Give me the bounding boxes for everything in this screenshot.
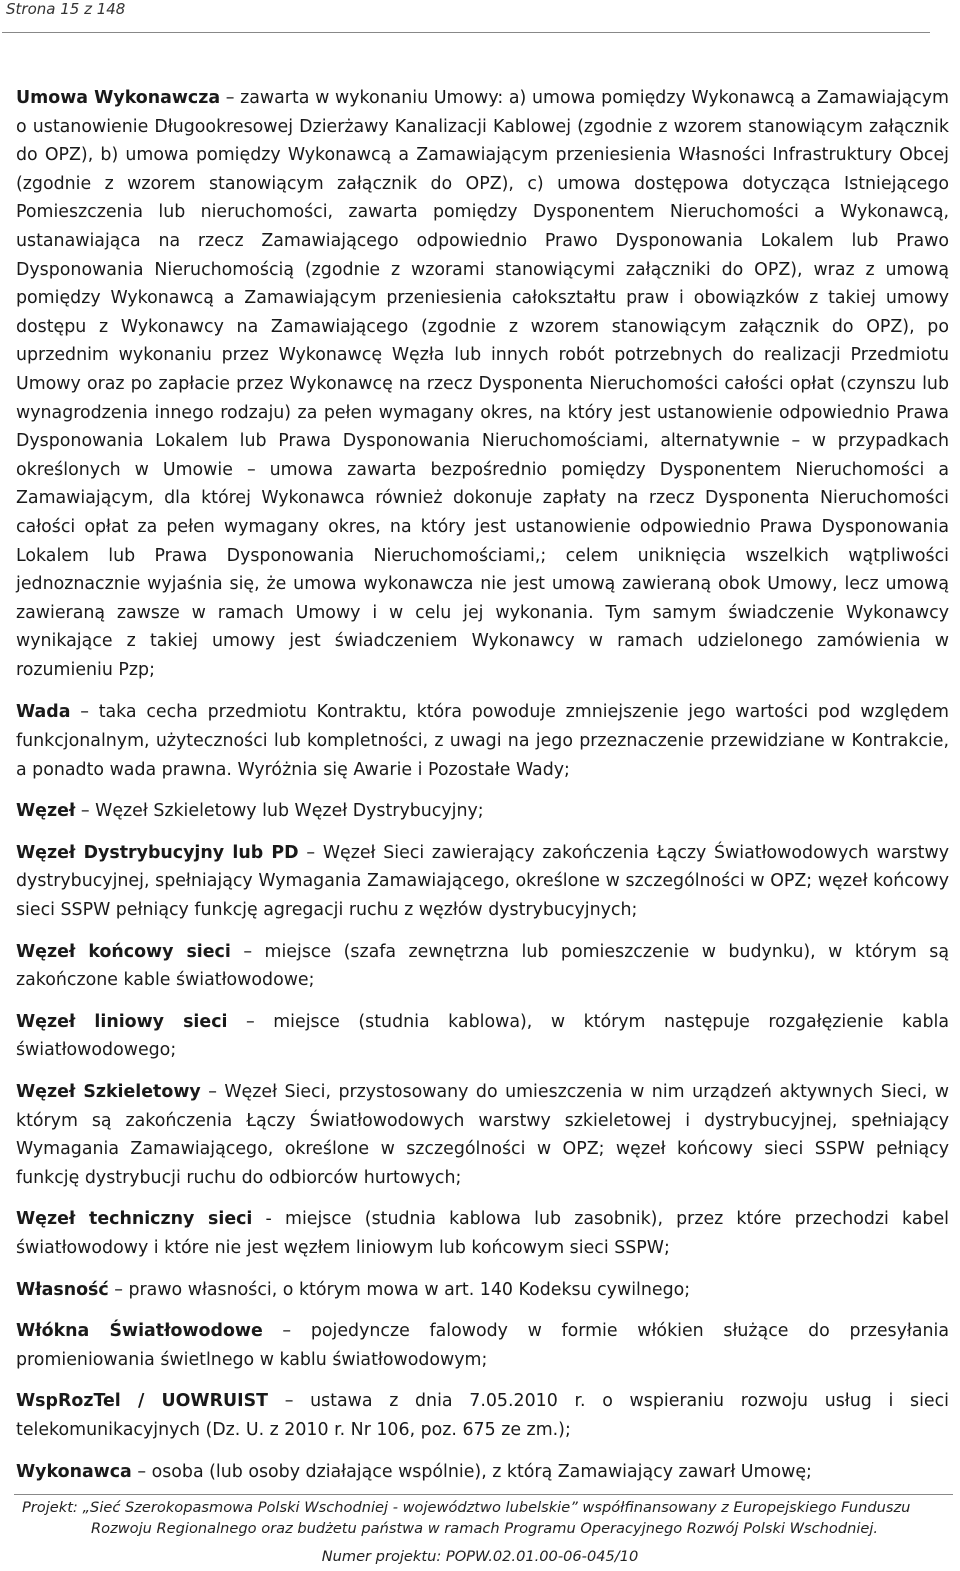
definition-separator: – [131,1461,152,1482]
definition-term: Własność [16,1279,109,1300]
definition-separator: – [298,842,323,863]
definition-entry [16,1387,949,1444]
definition-entry [16,1008,949,1065]
definition-separator: - [252,1209,285,1230]
definition-term: Wykonawca [16,1461,132,1482]
footer-project-line: Projekt: „Sieć Szerokopasmowa Polski Wschodniej - województwo lubelskie” współfinansowany z Europejskiego Funduszu [22,1499,911,1516]
definition-term: Węzeł Dystrybucyjny lub PD [16,842,299,863]
definition-text: zawarta w wykonaniu Umowy: a) umowa pomiędzy Wykonawcą a Zamawiającym o ustanowienie Długookresowej Dzierżawy Kanalizacji Kablowej (zgodnie z wzorem stanowiącym załącznik do OPZ), b) umowa pomiędzy Wykonawcą a Zamawiającym przeniesienia Własności Infrastruktury Obcej (zgodnie z wzorem stanowiącym załącznik do OPZ), c) umowa dostępowa dotycząca Istniejącego Pomieszczenia lub nieruchomości, zawarta pomiędzy Dysponentem Nieruchomości a Wykonawcą, ustanawiająca na rzecz Zamawiającego odpowiednio Prawo Dysponowania Lokalem lub Prawo Dysponowania Nieruchomością (zgodnie z wzorami stanowiącymi załączniki do OPZ), wraz z umową pomiędzy Wykonawcą a Zamawiającym przeniesienia całokształtu praw i obowiązków z takiej umowy dostępu z Wykonawcy na Zamawiającego (zgodnie z wzorem stanowiącym załącznik do OPZ), po uprzednim wykonaniu przez Wykonawcę Węzła lub innych robót potrzebnych do realizacji Przedmiotu Umowy oraz po zapłacie przez Wykonawcę na rzecz Dysponenta Nieruchomości całości opłat (czynszu lub wynagrodzenia innego rodzaju) za pełen wymagany okres, na który jest ustanowienie odpowiednio Prawa Dysponowania Lokalem lub Prawa Dysponowania Nieruchomościami, alternatywnie – w przypadkach określonych w Umowie – umowa zawarta bezpośrednio pomiędzy Dysponentem Nieruchomości a Zamawiającym, dla której Wykonawca również dokonuje zapłaty na rzecz Dysponenta Nieruchomości całości opłat za pełen wymagany okres, na który jest ustanowienie odpowiednio Prawa Dysponowania Lokalem lub Prawa Dysponowania Nieruchomościami,; celem uniknięcia wszelkich wątpliwości jednoznacznie wyjaśnia się, że umowa wykonawcza nie jest umową zawieraną obok Umowy, lecz umową zawieraną zawsze w ramach Umowy i w celu jej wykonania. Tym samym świadczenie Wykonawcy wynikające z takiej umowy jest świadczeniem Wykonawcy w ramach udzielonego zamówienia w rozumieniu Pzp; [16,88,949,680]
definition-term: Węzeł końcowy sieci [16,941,231,962]
definition-term: Węzeł Szkieletowy [16,1082,201,1102]
definition-separator: – [70,702,99,723]
definition-entry [16,1205,949,1262]
definition-text: pojedyncze falowody w formie włókien służące do przesyłania promieniowania świetlnego w kablu światłowodowym; [16,1321,949,1370]
definition-entry [16,698,949,784]
definition-text: ustawa z dnia 7.05.2010 r. o wspieraniu rozwoju usług i sieci telekomunikacyjnych (Dz. U. z 2010 r. Nr 106, poz. 675 ze zm.); [16,1391,949,1440]
footer-funding-line: Rozwoju Regionalnego oraz budżetu państwa w ramach Programu Operacyjnego Rozwój Polski Wschodniej. [91,1520,879,1537]
definition-text: miejsce (studnia kablowa), w którym następuje rozgałęzienie kabla światłowodowego; [16,1011,949,1061]
definition-separator: – [75,801,96,822]
definition-separator: – [200,1082,225,1102]
project-number: Numer projektu: POPW.02.01.00-06-045/10 [321,1548,639,1565]
definition-entry [16,938,949,995]
definition-separator: – [230,941,265,962]
definition-separator: – [262,1321,311,1342]
definition-text: miejsce (szafa zewnętrzna lub pomieszczenie w budynku), w którym są zakończone kable światłowodowe; [16,941,949,991]
definition-separator: – [227,1011,274,1032]
footer-divider [14,1494,953,1495]
definition-entry [16,84,949,684]
definition-entry [16,1317,949,1374]
definition-term: Umowa Wykonawcza [16,88,221,108]
definitions-list [16,84,949,1499]
definition-entry [16,839,949,925]
definition-separator: – [220,88,241,108]
definition-term: Węzeł [16,801,76,822]
definition-separator: – [268,1391,311,1412]
definition-text: Węzeł Sieci, przystosowany do umieszczenia w nim urządzeń aktywnych Sieci, w którym są zakończenia Łączy Światłowodowych warstwy szkieletowej i dystrybucyjnej, spełniający Wymagania Zamawiającego, określone w szczególności w OPZ; węzeł końcowy sieci SSPW pełniący funkcję dystrybucji ruchu do odbiorców hurtowych; [16,1082,949,1188]
page-number: Strona 15 z 148 [6,0,126,18]
definition-term: Wada [16,702,71,723]
header-divider [2,32,930,33]
definition-text: miejsce (studnia kablowa lub zasobnik), przez które przechodzi kabel światłowodowy i które nie jest węzłem liniowym lub końcowym sieci SSPW; [16,1209,949,1258]
definition-text: osoba (lub osoby działające wspólnie), z którą Zamawiający zawarł Umowę; [151,1461,812,1482]
definition-entry [16,1078,949,1192]
footer [22,1497,952,1539]
definition-term: Węzeł techniczny sieci [16,1209,253,1230]
definition-entry [16,797,949,826]
definition-entry [16,1458,949,1487]
definition-term: Węzeł liniowy sieci [16,1011,228,1032]
definition-text: prawo własności, o którym mowa w art. 140 Kodeksu cywilnego; [128,1279,691,1300]
definition-entry [16,1276,949,1305]
definition-term: Włókna Światłowodowe [16,1321,263,1342]
definition-term: WspRozTel / UOWRUIST [16,1391,268,1412]
definition-text: Węzeł Szkieletowy lub Węzeł Dystrybucyjny; [95,801,484,822]
definition-separator: – [108,1279,129,1300]
definition-text: Węzeł Sieci zawierający zakończenia Łączy Światłowodowych warstwy dystrybucyjnej, spełniający Wymagania Zamawiającego, określone w szczególności w OPZ; węzeł końcowy sieci SSPW pełniący funkcję agregacji ruchu z węzłów dystrybucyjnych; [16,842,949,921]
definition-text: taka cecha przedmiotu Kontraktu, która powoduje zmniejszenie jego wartości pod względem funkcjonalnym, użyteczności lub kompletności, z uwagi na jego przeznaczenie przewidziane w Kontrakcie, a ponadto wada prawna. Wyróżnia się Awarie i Pozostałe Wady; [16,702,949,780]
